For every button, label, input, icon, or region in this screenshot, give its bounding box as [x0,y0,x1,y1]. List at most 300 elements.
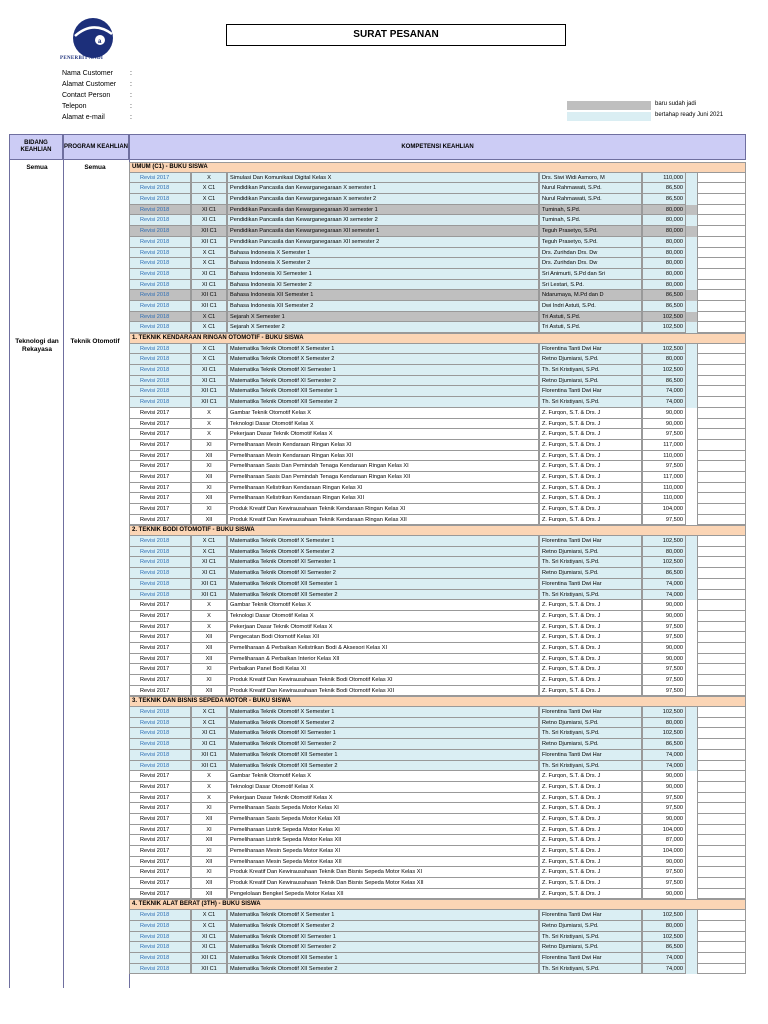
author-cell: Z. Furqon, S.T. & Drs. J [539,632,642,643]
author-cell: Florentina Tanti Dwi Har [539,386,642,397]
title-cell: Pemeliharaan Mesin Kendaraan Ringan Kelas XI [227,440,539,451]
table-row [0,429,768,440]
author-cell: Florentina Tanti Dwi Har [539,707,642,718]
price-cell: 102,500 [642,365,686,376]
table-row [0,408,768,419]
customer-field[interactable] [62,79,162,90]
class-cell: X [191,429,227,440]
revision-cell: Revisi 2017 [129,493,191,504]
author-cell: Retno Djumiarsi, S.Pd. [539,718,642,729]
section-title: 3. TEKNIK DAN BISNIS SEPEDA MOTOR - BUKU SISWA [129,696,746,707]
quantity-input-cell[interactable] [697,397,746,408]
field-label: Alamat Customer [62,81,117,88]
table-row [0,942,768,953]
author-cell: Florentina Tanti Dwi Har [539,750,642,761]
price-cell: 86,500 [642,739,686,750]
class-cell: XI C1 [191,568,227,579]
title-cell: Pemeliharaan Listrik Sepeda Motor Kelas XII [227,835,539,846]
book-item [129,493,697,504]
book-item [129,932,697,943]
title-cell: Pemeliharaan & Perbaikan Interior Kelas XII [227,654,539,665]
quantity-input-cell[interactable] [697,878,746,889]
author-cell: Retno Djumiarsi, S.Pd. [539,568,642,579]
quantity-input-cell[interactable] [697,472,746,483]
revision-cell: Revisi 2017 [129,782,191,793]
quantity-input-cell[interactable] [697,290,746,301]
table-row [0,419,768,430]
revision-cell: Revisi 2018 [129,536,191,547]
author-cell: Z. Furqon, S.T. & Drs. J [539,429,642,440]
quantity-input-cell[interactable] [697,846,746,857]
quantity-input-cell[interactable] [697,205,746,216]
table-row [0,889,768,900]
quantity-input-cell[interactable] [697,835,746,846]
title-cell: Gambar Teknik Otomotif Kelas X [227,771,539,782]
class-cell: XII C1 [191,301,227,312]
class-cell: XI [191,867,227,878]
quantity-input-cell[interactable] [697,718,746,729]
quantity-input-cell[interactable] [697,483,746,494]
quantity-input-cell[interactable] [697,579,746,590]
revision-cell: Revisi 2018 [129,932,191,943]
table-row [0,248,768,259]
table-row [0,237,768,248]
class-cell: XII [191,878,227,889]
customer-field[interactable] [62,90,162,101]
book-item [129,408,697,419]
table-row [0,835,768,846]
title-cell: Matematika Teknik Otomotif XI Semester 2 [227,739,539,750]
quantity-input-cell[interactable] [697,183,746,194]
quantity-input-cell[interactable] [697,750,746,761]
quantity-input-cell[interactable] [697,686,746,697]
book-item [129,194,697,205]
class-cell: XII [191,889,227,900]
book-item [129,397,697,408]
quantity-input-cell[interactable] [697,622,746,633]
price-cell: 80,000 [642,718,686,729]
class-cell: XI [191,803,227,814]
quantity-input-cell[interactable] [697,825,746,836]
quantity-input-cell[interactable] [697,365,746,376]
author-cell: Tuminah, S.Pd. [539,205,642,216]
book-item [129,750,697,761]
quantity-input-cell[interactable] [697,440,746,451]
price-cell: 102,500 [642,707,686,718]
author-cell: Tri Astuti, S.Pd. [539,312,642,323]
table-row [0,365,768,376]
revision-cell: Revisi 2018 [129,290,191,301]
table-row [0,568,768,579]
quantity-input-cell[interactable] [697,643,746,654]
title-cell: Bahasa Indonesia XII Semester 2 [227,301,539,312]
revision-cell: Revisi 2017 [129,632,191,643]
table-row [0,964,768,975]
quantity-input-cell[interactable] [697,515,746,526]
quantity-input-cell[interactable] [697,857,746,868]
revision-cell: Revisi 2017 [129,504,191,515]
table-row [0,183,768,194]
group-bidang: Teknologi dan Rekayasa [15,338,59,353]
book-item [129,504,697,515]
book-item [129,611,697,622]
revision-cell: Revisi 2017 [129,675,191,686]
class-cell: XI [191,440,227,451]
book-item [129,547,697,558]
revision-cell: Revisi 2018 [129,910,191,921]
book-item [129,964,697,975]
quantity-input-cell[interactable] [697,953,746,964]
book-item [129,814,697,825]
title-cell: Matematika Teknik Otomotif XII Semester 2 [227,590,539,601]
price-cell: 90,000 [642,814,686,825]
revision-cell: Revisi 2018 [129,301,191,312]
class-cell: X C1 [191,322,227,333]
table-row [0,622,768,633]
class-cell: X [191,771,227,782]
revision-cell: Revisi 2018 [129,707,191,718]
price-cell: 117,000 [642,440,686,451]
book-item [129,921,697,932]
author-cell: Z. Furqon, S.T. & Drs. J [539,878,642,889]
price-cell: 97,500 [642,675,686,686]
title-cell: Bahasa Indonesia XI Semester 1 [227,269,539,280]
quantity-input-cell[interactable] [697,429,746,440]
quantity-input-cell[interactable] [697,194,746,205]
title-cell: Pemeliharaan Mesin Sepeda Motor Kelas XII [227,857,539,868]
class-cell: X C1 [191,536,227,547]
book-item [129,835,697,846]
class-cell: XII [191,451,227,462]
table-row [0,354,768,365]
quantity-input-cell[interactable] [697,226,746,237]
class-cell: XII [191,857,227,868]
revision-cell: Revisi 2017 [129,600,191,611]
quantity-input-cell[interactable] [697,258,746,269]
quantity-input-cell[interactable] [697,814,746,825]
quantity-input-cell[interactable] [697,408,746,419]
book-item [129,557,697,568]
price-cell: 117,000 [642,472,686,483]
title-cell: Pendidikan Pancasila dan Kewarganegaraan XI semester 2 [227,215,539,226]
quantity-input-cell[interactable] [697,600,746,611]
book-item [129,718,697,729]
class-cell: XI [191,825,227,836]
title-cell: Matematika Teknik Otomotif X Semester 2 [227,718,539,729]
table-row [0,782,768,793]
logo-text: PENERBIT ANDI [60,56,104,61]
author-cell: Nurul Rahmawati, S.Pd. [539,183,642,194]
price-cell: 86,500 [642,301,686,312]
quantity-input-cell[interactable] [697,611,746,622]
table-row [0,301,768,312]
book-item [129,258,697,269]
book-item [129,376,697,387]
section-row [0,696,768,707]
author-cell: Retno Djumiarsi, S.Pd. [539,547,642,558]
price-cell: 104,000 [642,504,686,515]
book-item [129,632,697,643]
title-cell: Matematika Teknik Otomotif XI Semester 1 [227,728,539,739]
price-cell: 86,500 [642,183,686,194]
revision-cell: Revisi 2018 [129,718,191,729]
book-item [129,312,697,323]
title-cell: Pendidikan Pancasila dan Kewarganegaraan XI semester 1 [227,205,539,216]
class-cell: XII C1 [191,226,227,237]
quantity-input-cell[interactable] [697,173,746,184]
price-cell: 97,500 [642,632,686,643]
table-row [0,226,768,237]
table-row [0,269,768,280]
customer-field[interactable] [62,68,162,79]
title-cell: Matematika Teknik Otomotif XII Semester 2 [227,397,539,408]
author-cell: Z. Furqon, S.T. & Drs. J [539,611,642,622]
class-cell: XII [191,472,227,483]
class-cell: XI C1 [191,205,227,216]
quantity-input-cell[interactable] [697,557,746,568]
svg-text:a: a [98,39,102,45]
price-cell: 97,500 [642,803,686,814]
revision-cell: Revisi 2017 [129,622,191,633]
quantity-input-cell[interactable] [697,344,746,355]
book-item [129,461,697,472]
book-item [129,590,697,601]
quantity-input-cell[interactable] [697,921,746,932]
price-cell: 80,000 [642,269,686,280]
quantity-input-cell[interactable] [697,803,746,814]
price-cell: 102,500 [642,557,686,568]
revision-cell: Revisi 2017 [129,686,191,697]
table-row [0,215,768,226]
title-cell: Produk Kreatif Dan Kewirausahaan Teknik Bodi Otomotif Kelas XI [227,675,539,686]
quantity-input-cell[interactable] [697,354,746,365]
title-cell: Matematika Teknik Otomotif XII Semester 1 [227,750,539,761]
revision-cell: Revisi 2017 [129,611,191,622]
price-cell: 80,000 [642,280,686,291]
title-cell: Matematika Teknik Otomotif XI Semester 2 [227,568,539,579]
section-row [0,162,768,173]
class-cell: X [191,419,227,430]
quantity-input-cell[interactable] [697,451,746,462]
revision-cell: Revisi 2017 [129,654,191,665]
revision-cell: Revisi 2017 [129,408,191,419]
revision-cell: Revisi 2018 [129,280,191,291]
quantity-input-cell[interactable] [697,632,746,643]
quantity-input-cell[interactable] [697,889,746,900]
customer-field[interactable] [62,101,162,112]
price-cell: 97,500 [642,664,686,675]
customer-field[interactable] [62,112,162,123]
field-label: Telepon [62,103,87,110]
revision-cell: Revisi 2018 [129,964,191,975]
title-cell: Pendidikan Pancasila dan Kewarganegaraan X semester 2 [227,194,539,205]
title-cell: Pemeliharaan Kelistrikan Kendaraan Ringan Kelas XI [227,483,539,494]
revision-cell: Revisi 2017 [129,867,191,878]
book-item [129,483,697,494]
title-cell: Matematika Teknik Otomotif X Semester 1 [227,344,539,355]
price-cell: 97,500 [642,429,686,440]
quantity-input-cell[interactable] [697,547,746,558]
class-cell: X [191,173,227,184]
author-cell: Z. Furqon, S.T. & Drs. J [539,622,642,633]
class-cell: X C1 [191,707,227,718]
revision-cell: Revisi 2018 [129,386,191,397]
title-cell: Matematika Teknik Otomotif X Semester 2 [227,354,539,365]
table-row [0,664,768,675]
group-program: Semua [84,164,106,171]
revision-cell: Revisi 2017 [129,483,191,494]
quantity-input-cell[interactable] [697,493,746,504]
quantity-input-cell[interactable] [697,237,746,248]
title-cell: Matematika Teknik Otomotif XII Semester 1 [227,386,539,397]
quantity-input-cell[interactable] [697,771,746,782]
author-cell: Z. Furqon, S.T. & Drs. J [539,461,642,472]
quantity-input-cell[interactable] [697,280,746,291]
title-cell: Pekerjaan Dasar Teknik Otomotif Kelas X [227,622,539,633]
quantity-input-cell[interactable] [697,386,746,397]
quantity-input-cell[interactable] [697,322,746,333]
title-cell: Teknologi Dasar Otomotif Kelas X [227,419,539,430]
quantity-input-cell[interactable] [697,782,746,793]
table-row [0,675,768,686]
price-cell: 74,000 [642,953,686,964]
price-cell: 80,000 [642,354,686,365]
price-cell: 74,000 [642,964,686,975]
class-cell: XII C1 [191,750,227,761]
title-cell: Pemeliharaan Sasis Dan Pemindah Tenaga Kendaraan Ringan Kelas XI [227,461,539,472]
page-title: SURAT PESANAN [226,24,566,46]
class-cell: X [191,782,227,793]
quantity-input-cell[interactable] [697,761,746,772]
quantity-input-cell[interactable] [697,654,746,665]
quantity-input-cell[interactable] [697,932,746,943]
class-cell: XI [191,504,227,515]
price-cell: 80,000 [642,258,686,269]
quantity-input-cell[interactable] [697,942,746,953]
quantity-input-cell[interactable] [697,867,746,878]
class-cell: X [191,600,227,611]
field-sep: : [130,103,132,110]
title-cell: Produk Kreatif Dan Kewirausahaan Teknik Bodi Otomotif Kelas XII [227,686,539,697]
author-cell: Teguh Prasetyo, S.Pd. [539,237,642,248]
table-row [0,750,768,761]
price-cell: 74,000 [642,397,686,408]
price-cell: 102,500 [642,344,686,355]
customer-fields [62,68,162,123]
revision-cell: Revisi 2017 [129,846,191,857]
title-cell: Matematika Teknik Otomotif XII Semester 1 [227,579,539,590]
table-row [0,290,768,301]
class-cell: XI C1 [191,365,227,376]
table-row [0,472,768,483]
title-cell: Pengecatan Bodi Otomotif Kelas XII [227,632,539,643]
table-row [0,707,768,718]
book-item [129,472,697,483]
field-label: Nama Customer [62,70,113,77]
revision-cell: Revisi 2017 [129,419,191,430]
author-cell: Z. Furqon, S.T. & Drs. J [539,654,642,665]
quantity-input-cell[interactable] [697,739,746,750]
book-item [129,536,697,547]
quantity-input-cell[interactable] [697,301,746,312]
quantity-input-cell[interactable] [697,793,746,804]
quantity-input-cell[interactable] [697,269,746,280]
table-row [0,312,768,323]
title-cell: Bahasa Indonesia XI Semester 2 [227,280,539,291]
book-item [129,889,697,900]
quantity-input-cell[interactable] [697,536,746,547]
quantity-input-cell[interactable] [697,419,746,430]
price-cell: 80,000 [642,205,686,216]
class-cell: X C1 [191,718,227,729]
class-cell: X [191,793,227,804]
revision-cell: Revisi 2018 [129,953,191,964]
table-row [0,718,768,729]
quantity-input-cell[interactable] [697,568,746,579]
quantity-input-cell[interactable] [697,910,746,921]
book-table [0,162,768,974]
price-cell: 90,000 [642,408,686,419]
quantity-input-cell[interactable] [697,376,746,387]
class-cell: XII [191,515,227,526]
author-cell: Th. Sri Kristiyani, S.Pd. [539,397,642,408]
price-cell: 97,500 [642,793,686,804]
table-row [0,397,768,408]
author-cell: Z. Furqon, S.T. & Drs. J [539,440,642,451]
section-title: 1. TEKNIK KENDARAAN RINGAN OTOMOTIF - BUKU SISWA [129,333,746,344]
revision-cell: Revisi 2018 [129,215,191,226]
class-cell: XI [191,675,227,686]
table-row [0,867,768,878]
author-cell: Z. Furqon, S.T. & Drs. J [539,408,642,419]
revision-cell: Revisi 2018 [129,376,191,387]
quantity-input-cell[interactable] [697,590,746,601]
revision-cell: Revisi 2018 [129,322,191,333]
revision-cell: Revisi 2017 [129,825,191,836]
table-row [0,504,768,515]
class-cell: X C1 [191,344,227,355]
book-item [129,515,697,526]
class-cell: XI C1 [191,376,227,387]
quantity-input-cell[interactable] [697,664,746,675]
book-item [129,664,697,675]
class-cell: XI C1 [191,557,227,568]
quantity-input-cell[interactable] [697,728,746,739]
book-item [129,739,697,750]
table-row [0,857,768,868]
price-cell: 80,000 [642,226,686,237]
title-cell: Simulasi Dan Komunikasi Digital Kelas X [227,173,539,184]
book-item [129,226,697,237]
quantity-input-cell[interactable] [697,312,746,323]
revision-cell: Revisi 2017 [129,793,191,804]
quantity-input-cell[interactable] [697,675,746,686]
quantity-input-cell[interactable] [697,461,746,472]
table-row [0,953,768,964]
author-cell: Z. Furqon, S.T. & Drs. J [539,472,642,483]
quantity-input-cell[interactable] [697,964,746,975]
title-cell: Matematika Teknik Otomotif X Semester 2 [227,547,539,558]
quantity-input-cell[interactable] [697,248,746,259]
class-cell: XII C1 [191,237,227,248]
revision-cell: Revisi 2017 [129,472,191,483]
book-item [129,280,697,291]
legend-gray-note: baru sudah jadi [655,101,697,107]
quantity-input-cell[interactable] [697,504,746,515]
quantity-input-cell[interactable] [697,215,746,226]
table-row [0,814,768,825]
quantity-input-cell[interactable] [697,707,746,718]
